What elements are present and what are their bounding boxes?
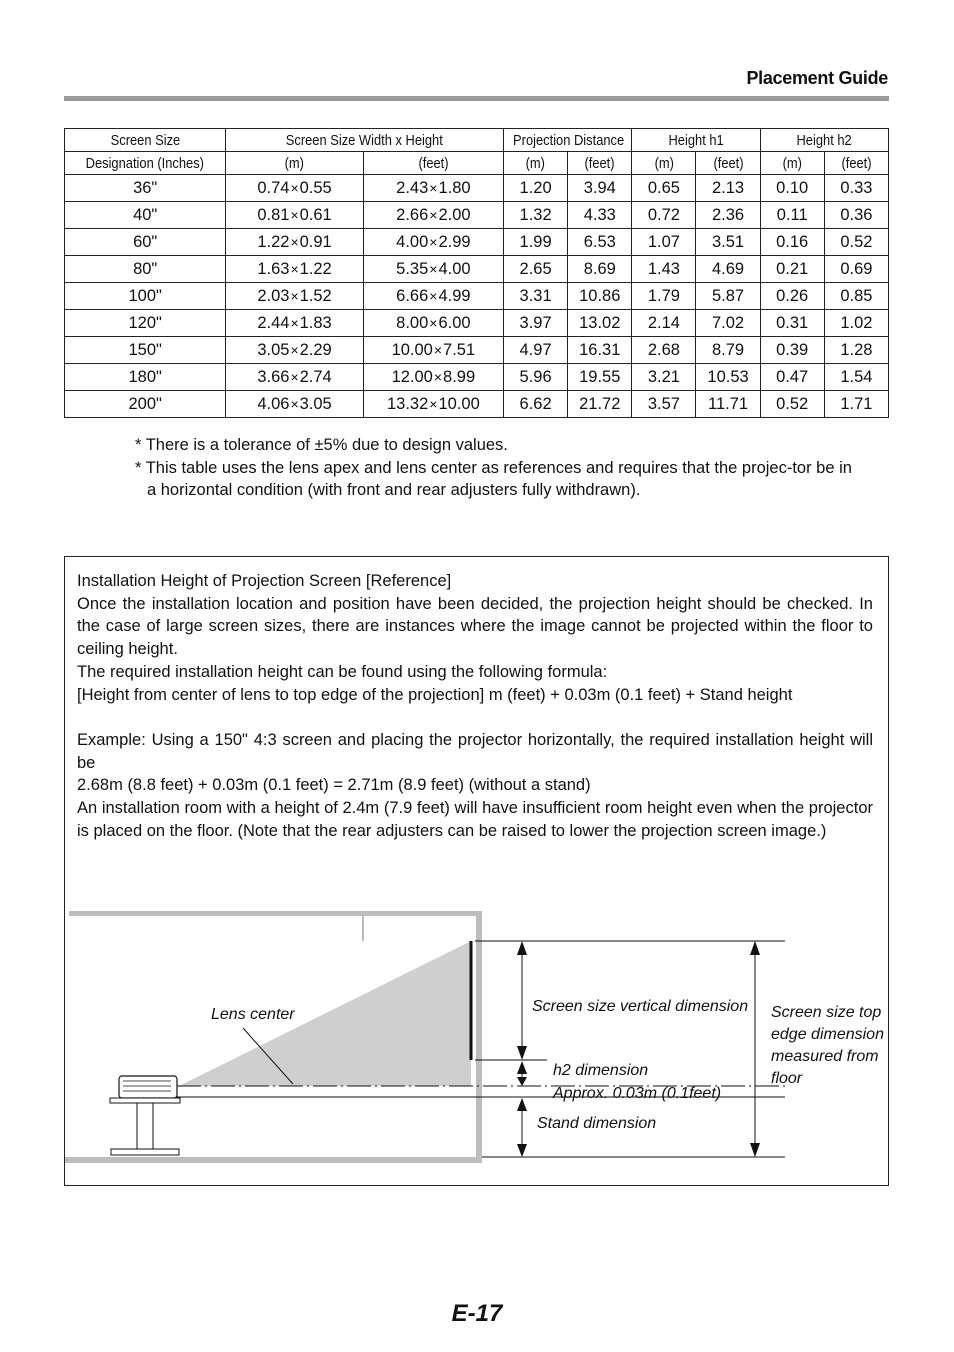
projector-icon [119,1076,177,1098]
table-cell [226,337,363,364]
table-cell [760,256,824,283]
cell-value: 3.05 [257,340,290,359]
ceiling-wall [69,911,481,916]
cell-value: 19.55 [579,367,621,386]
table-cell [824,175,888,202]
table-cell [760,310,824,337]
stand-icon [110,1098,180,1103]
note-tolerance: * There is a tolerance of ±5% due to design values. [135,436,508,454]
table-cell [632,337,696,364]
cell-value: 0.52 [840,232,873,251]
cell-value: 10.00 [438,394,480,413]
table-cell [632,229,696,256]
cell-value: 6.00 [438,313,471,332]
cell-value: 4.69 [711,259,745,278]
cell-value: 2.65 [519,259,552,278]
table-cell [504,391,568,418]
table-cell [696,310,760,337]
unit-header: (feet) [568,152,632,175]
table-cell [696,229,760,256]
cell-value: 0.16 [776,232,809,251]
cell-value: 60" [133,232,158,251]
cell-value: 8.99 [443,367,476,386]
table-cell [696,175,760,202]
table-cell [824,202,888,229]
label-top-edge: floor [771,1070,803,1087]
table-cell [632,364,696,391]
unit-header: (m) [504,152,568,175]
table-cell [824,256,888,283]
cell-value: 4.97 [519,340,552,359]
box-paragraph: The required installation height can be found using the following formula: [77,662,608,681]
table-cell [65,364,226,391]
table-cell [760,283,824,310]
table-cell [65,202,226,229]
table-cell [568,283,632,310]
table-cell [824,391,888,418]
table-cell [363,337,503,364]
table-cell [363,175,503,202]
cell-value: 100" [128,286,162,305]
table-cell [760,175,824,202]
cell-value: 1.54 [840,367,873,386]
cell-value: 11.71 [708,394,749,413]
table-cell [363,202,503,229]
table-cell [65,229,226,256]
cell-value: 16.31 [579,340,621,359]
table-cell [65,283,226,310]
table-cell [504,310,568,337]
table-cell [696,391,760,418]
table-cell [504,256,568,283]
cell-value: 1.80 [438,178,471,197]
projection-table [64,128,889,418]
box-paragraph: Once the installation location and position have been decided, the projection height should be checked. In the case of large screen sizes, there are instances where the image cannot be projected within the floor to ceiling height. [77,594,873,659]
table-cell [363,229,503,256]
cell-value: 0.11 [776,205,808,224]
times-symbol: × [429,260,438,277]
cell-value: 4.99 [438,286,471,305]
cell-value: 0.65 [647,178,680,197]
table-cell [504,202,568,229]
label-top-edge: Screen size top [771,1004,882,1021]
cell-value: 4.00 [396,232,429,251]
table-cell [760,364,824,391]
table-cell [760,202,824,229]
cell-value: 0.47 [776,367,809,386]
table-cell [363,364,503,391]
table-cell [568,391,632,418]
table-cell [696,364,760,391]
cell-value: 5.87 [711,286,745,305]
table-row [65,364,889,391]
cell-value: 7.02 [711,313,745,332]
table-cell [226,283,363,310]
table-cell [65,256,226,283]
box-paragraph: An installation room with a height of 2.4m (7.9 feet) will have insufficient room height even when the projector is placed on the floor. (Note that the rear adjusters can be raised to lower the projection screen image.) [77,799,873,840]
cell-value: 2.13 [711,178,745,197]
table-cell [632,391,696,418]
cell-value: 21.72 [579,394,621,413]
table-cell [504,283,568,310]
cell-value: 40" [133,205,158,224]
cell-value: 3.57 [647,394,680,413]
times-symbol: × [429,314,438,331]
cell-value: 0.81 [257,205,290,224]
table-cell [226,256,363,283]
cell-value: 10.86 [579,286,621,305]
cell-value: 6.66 [396,286,429,305]
cell-value: 1.20 [519,178,552,197]
cell-value: 0.72 [647,205,680,224]
cell-value: 6.53 [583,232,616,251]
cell-value: 0.91 [299,232,332,251]
label-lens-center: Lens center [211,1006,295,1023]
times-symbol: × [290,395,299,412]
cell-value: 1.71 [840,394,873,413]
table-cell [824,283,888,310]
cell-value: 8.69 [583,259,616,278]
cell-value: 7.51 [443,340,476,359]
cell-value: 200" [128,394,162,413]
col-header-designation: Designation (Inches) [65,152,226,175]
cell-value: 0.74 [257,178,290,197]
table-cell [632,283,696,310]
times-symbol: × [290,179,299,196]
table-cell [65,310,226,337]
cell-value: 1.63 [257,259,290,278]
right-wall [476,911,482,1163]
page-number: E-17 [451,1300,503,1327]
cell-value: 5.96 [519,367,552,386]
table-cell [65,175,226,202]
table-cell [632,202,696,229]
cell-value: 2.00 [438,205,471,224]
table-cell [760,391,824,418]
times-symbol: × [429,233,438,250]
cell-value: 3.21 [647,367,680,386]
table-row [65,310,889,337]
label-screen-vertical: Screen size vertical dimension [532,998,749,1015]
label-top-edge: measured from [771,1048,879,1065]
unit-header: (m) [632,152,696,175]
times-symbol: × [290,341,299,358]
times-symbol: × [429,206,438,223]
col-header-projection-distance: Projection Distance [504,129,632,152]
table-cell [696,202,760,229]
label-h2-dimension: h2 dimension [553,1062,649,1079]
cell-value: 3.05 [299,394,332,413]
box-formula: [Height from center of lens to top edge of the projection] m (feet) + 0.03m (0.1 feet) + Stand height [77,685,793,704]
unit-header: (feet) [696,152,760,175]
table-cell [568,310,632,337]
cell-value: 10.53 [707,367,749,386]
times-symbol: × [290,287,299,304]
box-example: Example: Using a 150" 4:3 screen and placing the projector horizontally, the required installation height will be [77,730,873,772]
cell-value: 2.44 [257,313,290,332]
cell-value: 0.52 [776,394,809,413]
cell-value: 0.21 [776,259,809,278]
table-cell [226,310,363,337]
cell-value: 6.62 [519,394,552,413]
cell-value: 120" [128,313,162,332]
table-cell [696,283,760,310]
cell-value: 13.02 [579,313,621,332]
cell-value: 12.00 [391,367,433,386]
cell-value: 5.35 [396,259,429,278]
cell-value: 80" [133,259,158,278]
cell-value: 2.74 [299,367,332,386]
header-rule [64,96,889,101]
times-symbol: × [429,287,438,304]
table-cell [568,229,632,256]
section-title: Placement Guide [746,68,888,88]
installation-diagram [65,911,888,1183]
table-cell [568,337,632,364]
installation-text [77,570,873,842]
cell-value: 2.68 [647,340,680,359]
table-cell [504,337,568,364]
cell-value: 1.22 [299,259,332,278]
cell-value: 1.07 [647,232,680,251]
floor-wall [65,1157,482,1163]
cell-value: 2.66 [396,205,429,224]
times-symbol: × [290,260,299,277]
cell-value: 8.00 [396,313,429,332]
table-cell [632,175,696,202]
table-row [65,283,889,310]
unit-header: (feet) [363,152,503,175]
table-cell [568,256,632,283]
cell-value: 2.29 [299,340,332,359]
cell-value: 1.22 [257,232,290,251]
cell-value: 0.26 [776,286,809,305]
table-cell [696,337,760,364]
table-row [65,256,889,283]
cell-value: 1.32 [519,205,552,224]
cell-value: 1.52 [299,286,332,305]
cell-value: 8.79 [711,340,745,359]
table-cell [226,202,363,229]
table-cell [65,337,226,364]
table-cell [363,256,503,283]
table-cell [504,229,568,256]
note-reference: * This table uses the lens apex and lens center as references and requires that the projec-tor be in a horizontal condition (with front and rear adjusters fully withdrawn). [135,458,852,499]
table-cell [504,175,568,202]
unit-header: (m) [760,152,824,175]
cell-value: 1.99 [519,232,552,251]
cell-value: 0.69 [840,259,873,278]
cell-value: 3.31 [519,286,552,305]
table-cell [568,175,632,202]
table-body [65,175,889,418]
table-cell [65,391,226,418]
table-row [65,202,889,229]
cell-value: 180" [128,367,162,386]
cell-value: 2.03 [257,286,290,305]
times-symbol: × [290,368,299,385]
table-cell [363,283,503,310]
table-cell [696,256,760,283]
unit-header: (feet) [824,152,888,175]
table-cell [226,391,363,418]
table-cell [568,364,632,391]
table-cell [760,337,824,364]
installation-height-box [64,556,889,1186]
label-approx: Approx. 0.03m (0.1feet) [553,1085,722,1102]
table-cell [824,229,888,256]
label-stand-dimension: Stand dimension [537,1115,657,1132]
table-cell [824,364,888,391]
label-top-edge: edge dimension [771,1026,884,1043]
times-symbol: × [433,341,443,358]
cell-value: 3.51 [711,232,745,251]
table-row [65,391,889,418]
times-symbol: × [433,368,443,385]
unit-header: (m) [226,152,363,175]
cell-value: 13.32 [386,394,429,413]
cell-value: 0.61 [299,205,332,224]
cell-value: 0.33 [840,178,873,197]
cell-value: 3.66 [257,367,290,386]
table-cell [632,256,696,283]
cell-value: 36" [133,178,158,197]
table-cell [568,202,632,229]
times-symbol: × [290,314,299,331]
table-cell [504,364,568,391]
cell-value: 3.94 [583,178,616,197]
table-cell [226,364,363,391]
cell-value: 1.83 [299,313,332,332]
cell-value: 4.33 [583,205,616,224]
table-cell [824,337,888,364]
table-cell [226,229,363,256]
col-header-height-h2: Height h2 [760,129,888,152]
table-cell [226,175,363,202]
cell-value: 2.43 [396,178,429,197]
cell-value: 2.99 [438,232,471,251]
cell-value: 0.31 [776,313,809,332]
cell-value: 1.02 [840,313,873,332]
cell-value: 2.14 [647,313,680,332]
cell-value: 0.39 [776,340,809,359]
col-header-height-h1: Height h1 [632,129,760,152]
table-cell [760,229,824,256]
cell-value: 1.28 [840,340,873,359]
times-symbol: × [429,179,438,196]
cell-value: 0.10 [776,178,809,197]
times-symbol: × [429,395,438,412]
table-cell [824,310,888,337]
cell-value: 1.43 [647,259,680,278]
cell-value: 0.36 [840,205,873,224]
cell-value: 2.36 [711,205,745,224]
cell-value: 3.97 [519,313,552,332]
col-header-width-height: Screen Size Width x Height [226,129,504,152]
cell-value: 150" [128,340,162,359]
table-cell [363,310,503,337]
cell-value: 1.79 [647,286,680,305]
times-symbol: × [290,206,299,223]
table-notes [135,434,855,502]
cell-value: 4.00 [438,259,471,278]
cell-value: 4.06 [257,394,290,413]
table-cell [632,310,696,337]
col-header-screen-size: Screen Size [65,129,226,152]
table-cell [363,391,503,418]
box-example-calc: 2.68m (8.8 feet) + 0.03m (0.1 feet) = 2.71m (8.9 feet) (without a stand) [77,776,591,795]
cell-value: 0.55 [299,178,332,197]
table-row [65,229,889,256]
box-heading: Installation Height of Projection Screen [Reference] [77,572,452,590]
table-row [65,337,889,364]
times-symbol: × [290,233,299,250]
cell-value: 10.00 [391,340,433,359]
cell-value: 0.85 [840,286,873,305]
table-row [65,175,889,202]
